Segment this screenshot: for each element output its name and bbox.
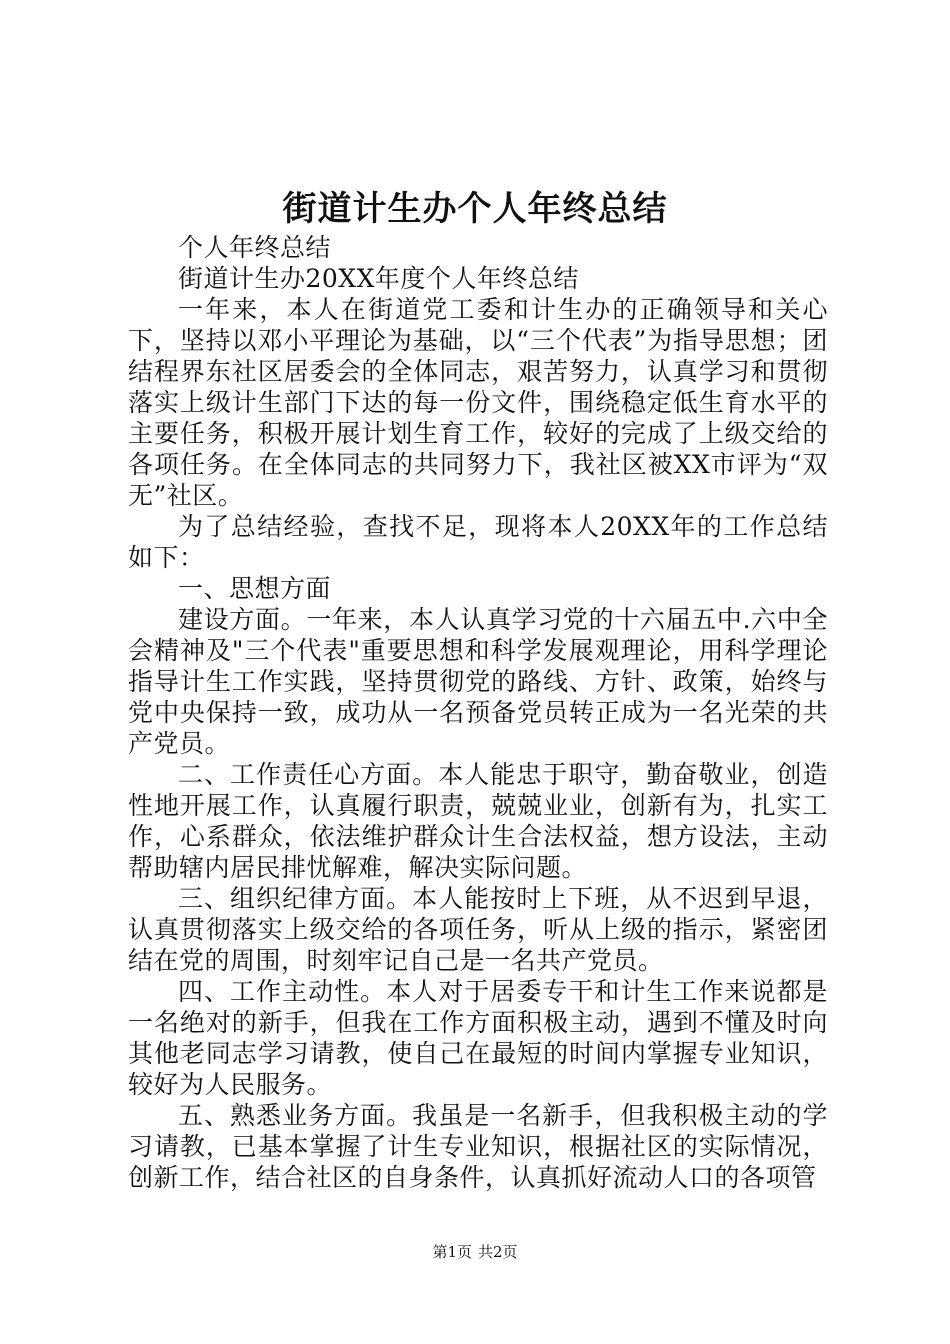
document-body (128, 232, 828, 1193)
paragraph-heading-2: 街道计生办20XX年度个人年终总结 (178, 264, 579, 293)
paragraph-section-2: 二、工作责任心方面。本人能忠于职守，勤奋敬业，创造性地开展工作，认真履行职责，兢兢业业，创新有为，扎实工作，心系群众，依法维护群众计生合法权益，想方设法，主动帮助辖内居民排忧解难，解决实际问题。 (128, 760, 828, 882)
paragraph-section-3: 三、组织纪律方面。本人能按时上下班，从不迟到早退，认真贯彻落实上级交给的各项任务，听从上级的指示，紧密团结在党的周围，时刻牢记自己是一名共产党员。 (128, 884, 828, 975)
page-number-total: 共2页 (478, 1243, 518, 1261)
paragraph-purpose: 为了总结经验，查找不足，现将本人20XX年的工作总结如下： (128, 512, 828, 572)
paragraph-section-1: 建设方面。一年来，本人认真学习党的十六届五中.六中全会精神及"三个代表"重要思想和科学发展观理论，用科学理论指导计生工作实践，坚持贯彻党的路线、方针、政策，始终与党中央保持一致，成功从一名预备党员转正成为一名光荣的共产党员。 (128, 605, 828, 758)
paragraph-section-4: 四、工作主动性。本人对于居委专干和计生工作来说都是一名绝对的新手，但我在工作方面积极主动，遇到不懂及时向其他老同志学习请教，使自己在最短的时间内掌握专业知识，较好为人民服务。 (128, 977, 828, 1099)
paragraph-heading-1: 个人年终总结 (178, 233, 332, 262)
document-title: 街道计生办个人年终总结 (282, 189, 668, 229)
page-footer (0, 1242, 950, 1262)
page-number-current: 第1页 (432, 1243, 472, 1261)
paragraph-section-5: 五、熟悉业务方面。我虽是一名新手，但我积极主动的学习请教，已基本掌握了计生专业知识，根据社区的实际情况，创新工作，结合社区的自身条件，认真抓好流动人口的各项管 (128, 1101, 828, 1192)
paragraph-section-1-heading: 一、思想方面 (178, 574, 332, 603)
paragraph-intro: 一年来，本人在街道党工委和计生办的正确领导和关心下，坚持以邓小平理论为基础，以“三个代表”为指导思想；团结程界东社区居委会的全体同志，艰苦努力，认真学习和贯彻落实上级计生部门下达的每一份文件，围绕稳定低生育水平的主要任务，积极开展计划生育工作，较好的完成了上级交给的各项任务。在全体同志的共同努力下，我社区被XX市评为“双无”社区。 (128, 295, 828, 510)
